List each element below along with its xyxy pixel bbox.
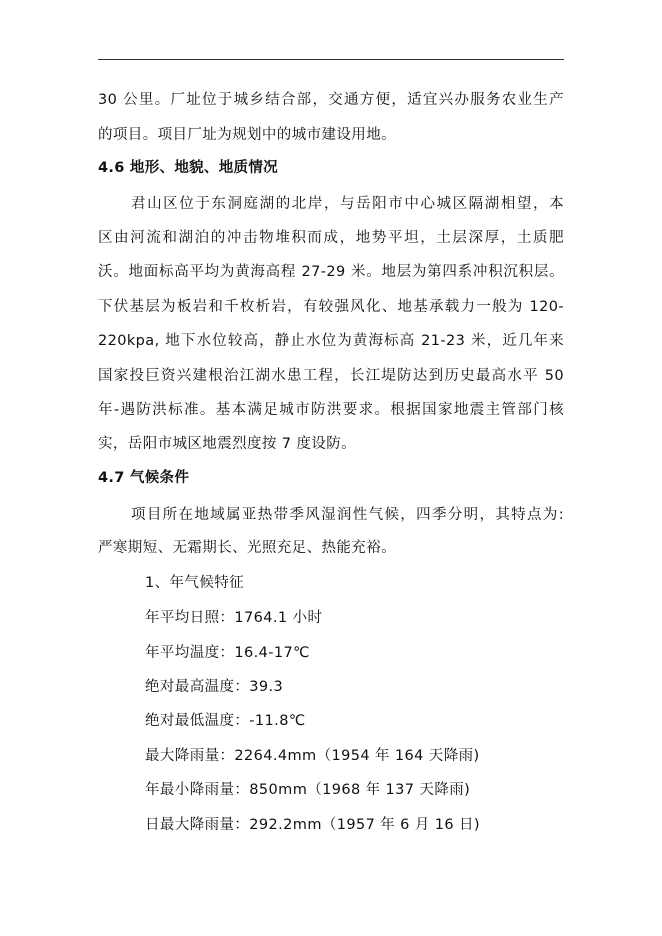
paragraph-line: 沃。地面标高平均为黄海高程 27-29 米。地层为第四系冲积沉积层。 xyxy=(98,264,564,280)
section-heading-4-7: 4.7 气候条件 xyxy=(98,470,190,486)
climate-item: 绝对最高温度：39.3 xyxy=(145,679,284,695)
paragraph-line: 220kpa, 地下水位较高，静止水位为黄海标高 21-23 米，近几年来 xyxy=(98,333,564,349)
climate-item: 年平均日照：1764.1 小时 xyxy=(145,610,323,626)
paragraph-line: 实，岳阳市城区地震烈度按 7 度设防。 xyxy=(98,436,357,452)
climate-item: 年平均温度：16.4-17℃ xyxy=(145,645,310,661)
header-rule xyxy=(98,59,564,60)
climate-item: 绝对最低温度：-11.8℃ xyxy=(145,713,306,729)
paragraph-line: 的项目。项目厂址为规划中的城市建设用地。 xyxy=(98,127,396,143)
climate-item: 年最小降雨量：850mm（1968 年 137 天降雨) xyxy=(145,782,471,798)
paragraph-line: 项目所在地域属亚热带季风湿润性气候，四季分明，其特点为: xyxy=(131,507,564,523)
climate-item: 最大降雨量：2264.4mm（1954 年 164 天降雨) xyxy=(145,748,480,764)
paragraph-line: 年-遇防洪标准。基本满足城市防洪要求。根据国家地震主管部门核 xyxy=(98,402,564,418)
climate-item: 日最大降雨量：292.2mm（1957 年 6 月 16 日) xyxy=(145,817,480,833)
paragraph-line: 区由河流和湖泊的冲击物堆积而成，地势平坦，土层深厚，土质肥 xyxy=(98,230,564,246)
climate-subtitle: 1、年气候特征 xyxy=(145,575,245,591)
paragraph-line: 下伏基层为板岩和千枚析岩，有较强风化、地基承载力一般为 120- xyxy=(98,299,564,315)
paragraph-line: 君山区位于东洞庭湖的北岸，与岳阳市中心城区隔湖相望，本 xyxy=(131,196,564,212)
paragraph-line: 国家投巨资兴建根治江湖水患工程，长江堤防达到历史最高水平 50 xyxy=(98,368,564,384)
paragraph-line: 30 公里。厂址位于城乡结合部，交通方便，适宜兴办服务农业生产 xyxy=(98,92,564,108)
section-heading-4-6: 4.6 地形、地貌、地质情况 xyxy=(98,160,278,176)
paragraph-line: 严寒期短、无霜期长、光照充足、热能充裕。 xyxy=(98,540,396,556)
